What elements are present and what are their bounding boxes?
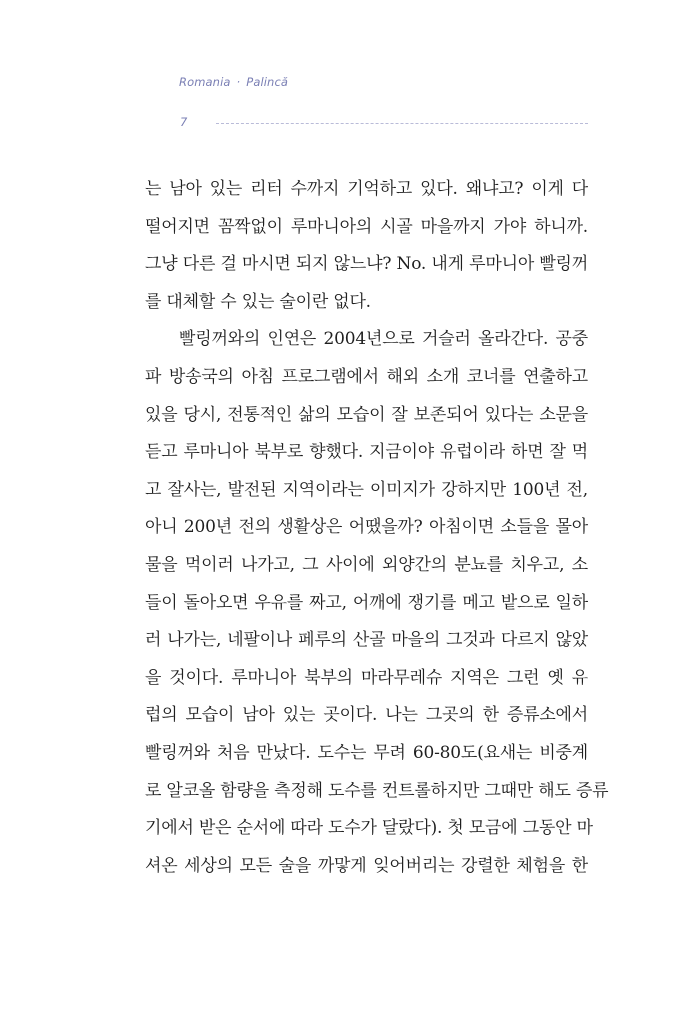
page-number: 7 (180, 115, 188, 129)
text-line: 파 방송국의 아침 프로그램에서 해외 소개 코너를 연출하고 (145, 366, 588, 387)
text-line: 아니 200년 전의 생활상은 어땠을까? 아침이면 소들을 몰아 (145, 517, 588, 538)
text-line: 고 잘사는, 발전된 지역이라는 이미지가 강하지만 100년 전, (145, 479, 588, 500)
text-line: 러 나가는, 네팔이나 페루의 산골 마을의 그것과 다르지 않았 (145, 630, 588, 651)
text-line: 기에서 받은 순서에 따라 도수가 달랐다). 첫 모금에 그동안 마 (145, 818, 593, 839)
text-line: 들이 돌아오면 우유를 짜고, 어깨에 쟁기를 메고 밭으로 일하 (145, 592, 588, 613)
text-line: 빨링꺼와의 인연은 2004년으로 거슬러 올라간다. 공중 (179, 329, 588, 350)
text-line: 빨링꺼와 처음 만났다. 도수는 무려 60-80도(요새는 비중계 (145, 742, 588, 763)
text-line: 듣고 루마니아 북부로 향했다. 지금이야 유럽이라 하면 잘 먹 (145, 442, 588, 463)
text-line: 셔온 세상의 모든 술을 까맣게 잊어버리는 강렬한 체험을 한 (145, 855, 588, 876)
text-line: 있을 당시, 전통적인 삶의 모습이 잘 보존되어 있다는 소문을 (145, 404, 588, 425)
text-line: 떨어지면 꼼짝없이 루마니아의 시골 마을까지 가야 하니까. (145, 216, 588, 237)
text-line: 를 대체할 수 있는 술이란 없다. (145, 291, 371, 312)
text-line: 는 남아 있는 리터 수까지 기억하고 있다. 왜냐고? 이게 다 (145, 179, 588, 199)
text-line: 그냥 다른 걸 마시면 되지 않느냐? No. 내게 루마니아 빨링꺼 (145, 254, 588, 275)
paragraph-2 (145, 321, 609, 885)
running-head-chapter: Palincă (246, 75, 289, 89)
paragraph-1 (145, 171, 588, 321)
text-line: 럽의 모습이 남아 있는 곳이다. 나는 그곳의 한 증류소에서 (145, 705, 588, 726)
text-line: 을 것이다. 루마니아 북부의 마라무레슈 지역은 그런 옛 유 (145, 667, 588, 688)
body-text (145, 171, 609, 885)
running-head (179, 75, 288, 89)
running-head-separator: · (236, 75, 241, 89)
text-line: 로 알코올 함량을 측정해 도수를 컨트롤하지만 그때만 해도 증류 (145, 780, 609, 801)
text-line: 물을 먹이러 나가고, 그 사이에 외양간의 분뇨를 치우고, 소 (145, 554, 588, 575)
folio-row (179, 115, 588, 131)
dotted-divider (216, 123, 588, 124)
running-head-country: Romania (179, 75, 231, 89)
